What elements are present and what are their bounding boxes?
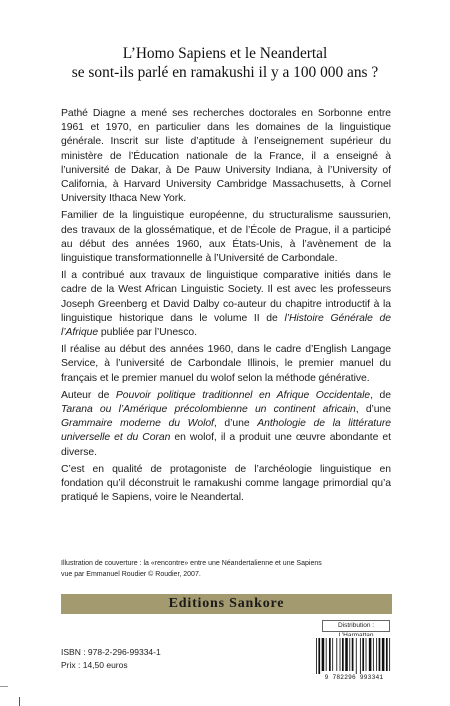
- bio-p3-text-c: publiée par l’Unesco.: [98, 327, 197, 339]
- barcode: [312, 636, 396, 682]
- barcode-bar: [349, 638, 350, 671]
- price-label: Prix : 14,50 euros: [61, 660, 128, 670]
- bio-p5-text-c: , de: [370, 389, 391, 401]
- bio-paragraph-3: [61, 269, 391, 340]
- bio-p5-work-4: Anthologie de la littérature universelle et du Coran: [61, 418, 392, 444]
- bio-paragraph-4: Il réalise au début des années 1960, dans le cadre d’English Langage Service, à l’université de Carbondale Illinois, le premier manuel du français et le premier manuel du wolof selon la méthode générative.: [61, 344, 391, 384]
- barcode-bars-icon: [312, 636, 396, 674]
- publisher-band: [61, 594, 392, 614]
- barcode-bar: [369, 638, 372, 671]
- bio-p5-text-i: en wolof, il a produit une œuvre abondante et diverse.: [61, 432, 391, 458]
- barcode-bar: [345, 638, 348, 671]
- barcode-bar: [336, 638, 337, 671]
- barcode-bar: [316, 638, 317, 674]
- barcode-bar: [322, 638, 325, 671]
- author-biography: [61, 107, 391, 508]
- barcode-bar: [389, 638, 390, 671]
- credit-line-2: vue par Emmanuel Roudier © Roudier, 2007.: [61, 571, 201, 578]
- barcode-bar: [379, 638, 381, 671]
- barcode-bar: [362, 638, 364, 671]
- book-title: [0, 44, 450, 82]
- barcode-number: 9 782296 993341: [324, 674, 384, 681]
- barcode-bar: [356, 638, 357, 674]
- credit-line-1: Illustration de couverture : la «rencontre» entre une Néandertalienne et une Sapiens: [61, 560, 322, 567]
- bio-p5-work-1: Pouvoir politique traditionnel en Afrique Occidentale: [115, 389, 371, 401]
- bio-p3-text-a: Il a contribué aux travaux de linguistique comparative initiés dans le cadre de la West African Linguistic Society. Il est avec les professeurs Joseph Greenberg et David Dalby co-auteur du chapitre introductif à la linguistique historique dans le volume II de: [61, 270, 391, 324]
- barcode-bar: [318, 638, 320, 674]
- crop-mark-horizontal: [0, 686, 8, 687]
- title-line-2: se sont-ils parlé en ramakushi il y a 100 000 ans ?: [71, 64, 379, 81]
- bio-p5-text-e: , d’une: [355, 404, 391, 416]
- barcode-bar: [376, 638, 377, 671]
- bio-paragraph-2: Familier de la linguistique européenne, du structuralisme saussurien, des travaux de la glossématique, et de l’École de Prague, il a participé au début des années 1960, aux États-Unis, à l’avènement de la linguistique transformationnelle à l’Université de Carbondale.: [61, 210, 391, 265]
- bio-p5-text-a: Auteur de: [61, 389, 116, 401]
- bio-paragraph-6: C’est en qualité de protagoniste de l’archéologie linguistique en fondation qu’il déconstruit le ramakushi comme langage primordial qu’a pratiqué le Sapiens, voire le Neandertal.: [61, 463, 391, 504]
- barcode-bar: [326, 638, 327, 671]
- barcode-bar: [352, 638, 354, 671]
- barcode-bar: [366, 638, 367, 671]
- title-line-1: L’Homo Sapiens et le Neandertal: [122, 45, 328, 62]
- cover-illustration-credit: [61, 558, 396, 580]
- distribution-label: Distribution :: [322, 620, 390, 632]
- barcode-bar: [340, 638, 341, 671]
- bio-paragraph-1: Pathé Diagne a mené ses recherches doctorales en Sorbonne entre 1961 et 1970, en particulier dans les domaines de la linguistique générale. Inscrit sur liste d’aptitude à l’enseignement supérieur du ministère de l’Éducation nationale de la France, il a enseigné à l’université de Dakar, à De Pauw University Indiana, à l’University of California, à Harvard University Cambridge Massachusetts, à Cornel University Ithaca New York.: [61, 108, 391, 205]
- publisher-name: Editions Sankore: [168, 596, 285, 611]
- isbn-label: ISBN : 978-2-296-99334-1: [61, 647, 161, 657]
- bio-p5-work-3: Grammaire moderne du Wolof: [61, 418, 214, 430]
- barcode-bar: [332, 638, 333, 671]
- bio-p5-work-2: Tarana ou l’Amérique précolombienne un continent africain: [61, 404, 356, 416]
- barcode-bar: [329, 638, 331, 671]
- barcode-bar: [386, 638, 388, 671]
- bio-p5-text-g: , d’une: [213, 418, 258, 430]
- crop-mark: [19, 697, 20, 706]
- bio-p3-work-title: l’Histoire Générale de l’Afrique: [61, 312, 391, 339]
- barcode-bar: [360, 638, 361, 674]
- barcode-bar: [342, 638, 344, 671]
- bio-paragraph-5: [61, 389, 391, 460]
- barcode-bar: [382, 638, 385, 671]
- barcode-bar: [373, 638, 374, 671]
